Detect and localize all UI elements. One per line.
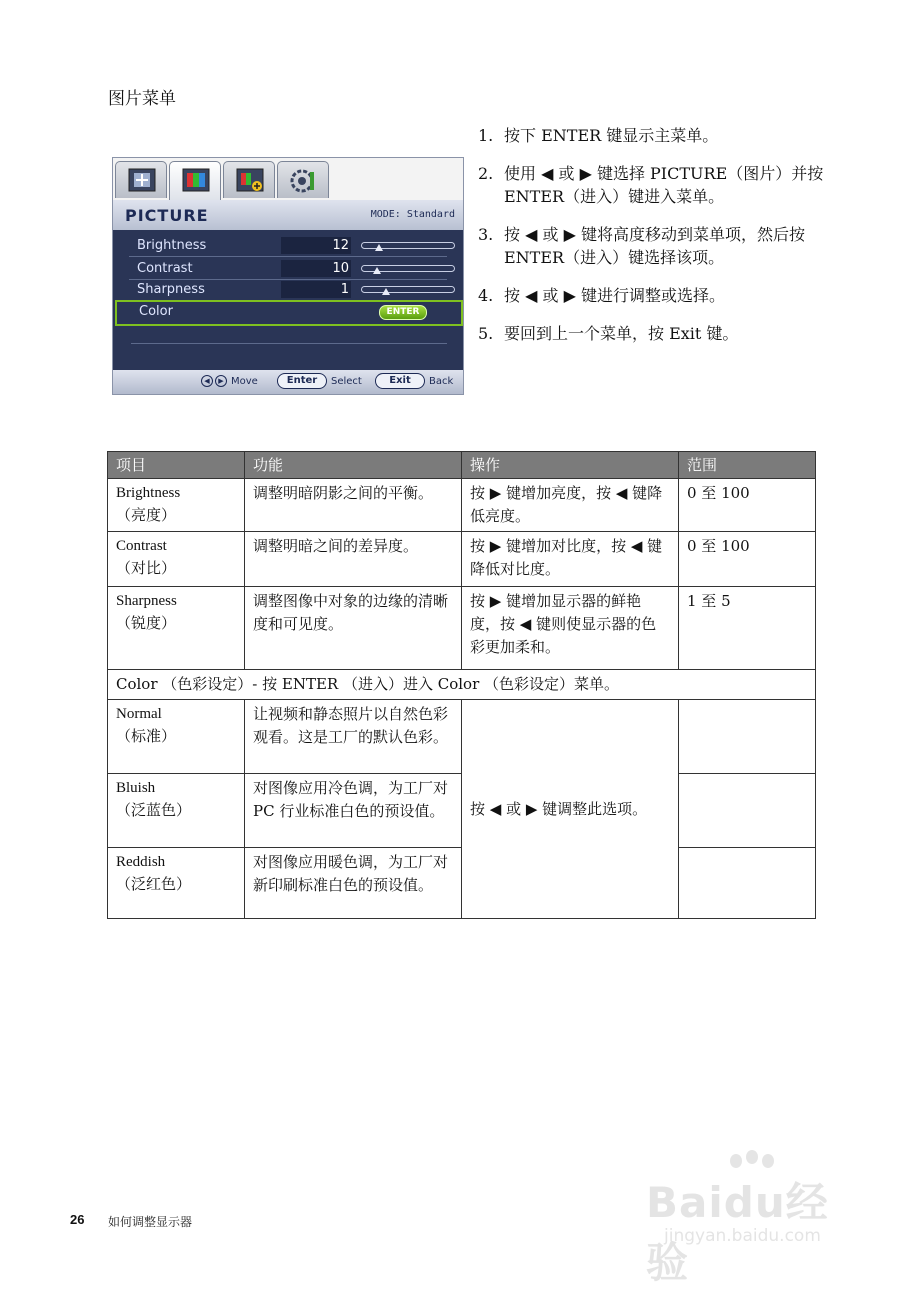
- osd-footer-move: Move: [231, 376, 258, 387]
- paw-icon: [730, 1154, 742, 1168]
- step-item: 2. 使用 ◀ 或 ▶ 键选择 PICTURE（图片）并按 ENTER（进入）键进入菜单。: [478, 164, 824, 206]
- item-function: 调整图像中对象的边缘的清晰度和可见度。: [245, 587, 462, 670]
- item-range: 1 至 5: [679, 587, 816, 670]
- table-row: [108, 479, 816, 532]
- osd-tab-system: [277, 161, 329, 198]
- color-operation: 按 ◀ 或 ▶ 键调整此选项。: [462, 700, 679, 919]
- item-name: Sharpness: [116, 593, 177, 609]
- item-name: Normal: [116, 706, 162, 722]
- section-title: 图片菜单: [108, 89, 176, 109]
- footer-chapter: 如何调整显示器: [108, 1215, 193, 1229]
- item-name-cn: （泛红色）: [116, 877, 192, 893]
- picture-advanced-icon: [236, 168, 264, 194]
- osd-row-label: Color: [139, 304, 173, 319]
- osd-tab-picture: [169, 161, 221, 200]
- item-range: [679, 848, 816, 919]
- watermark-logo-text: Baidu经验: [646, 1178, 829, 1287]
- table-header-row: [108, 452, 816, 479]
- osd-row-value: 1: [340, 282, 349, 297]
- osd-row-label: Contrast: [137, 261, 193, 276]
- step-item: 4. 按 ◀ 或 ▶ 键进行调整或选择。: [478, 286, 725, 305]
- item-function: 对图像应用冷色调，为工厂对 PC 行业标准白色的预设值。: [245, 774, 462, 848]
- item-range: [679, 700, 816, 774]
- display-settings-icon: [128, 168, 156, 194]
- osd-footer-select: Select: [331, 376, 362, 387]
- item-range: 0 至 100: [679, 479, 816, 532]
- item-name: Contrast: [116, 538, 167, 554]
- item-name-cn: （泛蓝色）: [116, 803, 192, 819]
- item-name-cn: （标准）: [116, 729, 177, 745]
- table-row: [108, 532, 816, 587]
- right-arrow-icon: ▶: [215, 375, 227, 387]
- color-menu-note: Color （色彩设定）- 按 ENTER （进入）进入 Color （色彩设定）菜单。: [108, 670, 816, 700]
- item-operation: 按 ▶ 键增加显示器的鲜艳度，按 ◀ 键则使显示器的色彩更加柔和。: [462, 587, 679, 670]
- item-name-cn: （亮度）: [116, 508, 177, 524]
- header-operation: 操作: [462, 452, 679, 479]
- item-operation: 按 ▶ 键增加亮度，按 ◀ 键降低亮度。: [462, 479, 679, 532]
- osd-row-value: 12: [332, 238, 349, 253]
- slider-pointer-icon: [382, 288, 390, 295]
- item-function: 让视频和静态照片以自然色彩观看。这是工厂的默认色彩。: [245, 700, 462, 774]
- header-function: 功能: [245, 452, 462, 479]
- osd-row-contrast: [129, 259, 447, 280]
- item-range: [679, 774, 816, 848]
- header-range: 范围: [679, 452, 816, 479]
- item-range: 0 至 100: [679, 532, 816, 587]
- osd-footer: [113, 370, 463, 394]
- step-item: 5. 要回到上一个菜单，按 Exit 键。: [478, 324, 739, 343]
- osd-tab-bar: [113, 158, 463, 200]
- item-name: Brightness: [116, 485, 181, 501]
- step-item: 3. 按 ◀ 或 ▶ 键将高度移动到菜单项，然后按 ENTER（进入）键选择该项。: [478, 225, 805, 267]
- item-name: Bluish: [116, 780, 156, 796]
- osd-slider: [361, 286, 455, 293]
- page-number: 26: [70, 1212, 85, 1227]
- item-function: 对图像应用暖色调，为工厂对新印刷标准白色的预设值。: [245, 848, 462, 919]
- osd-footer-back: Back: [429, 376, 454, 387]
- step-item: 1. 按下 ENTER 键显示主菜单。: [478, 126, 719, 145]
- slider-pointer-icon: [375, 244, 383, 251]
- item-name-cn: （锐度）: [116, 616, 177, 632]
- item-function: 调整明暗阴影之间的平衡。: [245, 479, 462, 532]
- header-item: 项目: [108, 452, 245, 479]
- osd-mode: MODE: Standard: [370, 209, 455, 220]
- item-operation: 按 ▶ 键增加对比度，按 ◀ 键降低对比度。: [462, 532, 679, 587]
- watermark-url: jingyan.baidu.com: [664, 1226, 821, 1246]
- osd-header: [113, 200, 463, 230]
- item-function: 调整明暗之间的差异度。: [245, 532, 462, 587]
- osd-enter-badge: ENTER: [379, 305, 427, 320]
- slider-pointer-icon: [373, 267, 381, 274]
- osd-row-label: Sharpness: [137, 282, 205, 297]
- system-gear-icon: [290, 168, 318, 194]
- osd-tab-picture-advanced: [223, 161, 275, 198]
- osd-row-color: [115, 300, 463, 326]
- instruction-steps: [478, 124, 828, 360]
- table-span-row: [108, 670, 816, 700]
- osd-footer-exit-key: Exit: [375, 373, 425, 389]
- osd-menu-screenshot: [112, 157, 464, 395]
- item-name: Reddish: [116, 854, 166, 870]
- item-name-cn: （对比）: [116, 561, 177, 577]
- picture-icon: [182, 168, 210, 194]
- osd-row-sharpness: [129, 280, 447, 301]
- osd-row-brightness: [129, 236, 447, 257]
- table-row: [108, 700, 816, 774]
- table-row: [108, 587, 816, 670]
- osd-footer-enter-key: Enter: [277, 373, 327, 389]
- baidu-watermark: [646, 1150, 856, 1287]
- osd-row-label: Brightness: [137, 238, 207, 253]
- osd-row-value: 10: [332, 261, 349, 276]
- picture-settings-table: [107, 451, 816, 919]
- left-arrow-icon: ◀: [201, 375, 213, 387]
- osd-tab-display: [115, 161, 167, 198]
- osd-title: PICTURE: [125, 206, 209, 225]
- osd-body: [113, 230, 463, 372]
